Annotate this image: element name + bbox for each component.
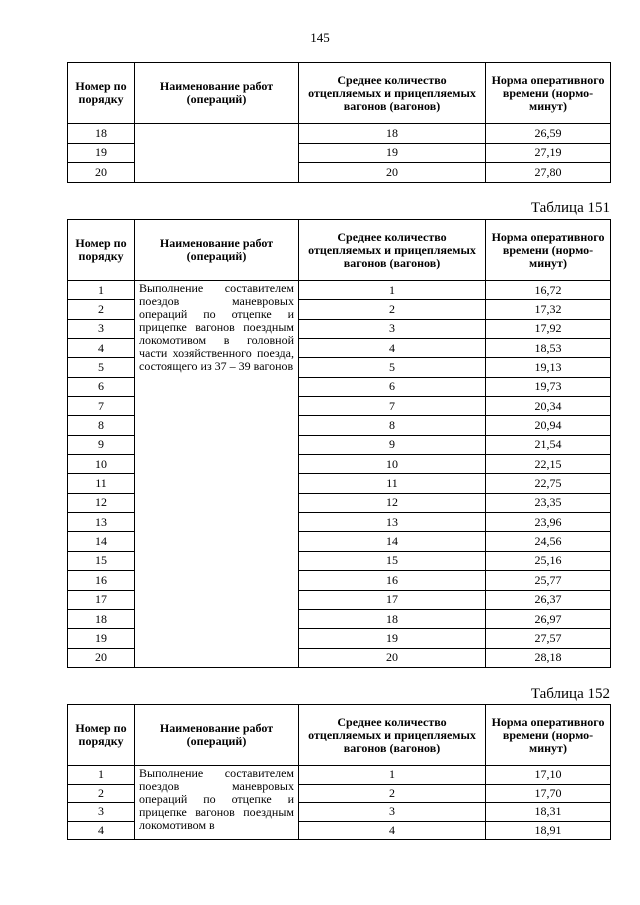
avg-wagons-value: 13	[299, 513, 486, 532]
row-number: 9	[68, 435, 135, 454]
avg-wagons-value: 20	[299, 163, 486, 183]
avg-wagons-value: 12	[299, 493, 486, 512]
row-number: 13	[68, 513, 135, 532]
row-number: 4	[68, 821, 135, 840]
avg-wagons-value: 1	[299, 281, 486, 300]
avg-wagons-value: 20	[299, 648, 486, 667]
avg-wagons-value: 6	[299, 377, 486, 396]
avg-wagons-value: 8	[299, 416, 486, 435]
header-avg-wagons: Среднее количество отцепляемых и прицепляемых вагонов (вагонов)	[299, 63, 486, 124]
header-number: Номер по порядку	[68, 220, 135, 281]
norm-time-value: 23,35	[486, 493, 611, 512]
table-row	[68, 124, 611, 144]
row-number: 18	[68, 609, 135, 628]
norm-time-value: 25,16	[486, 551, 611, 570]
norm-time-value: 17,92	[486, 319, 611, 338]
row-number: 10	[68, 455, 135, 474]
row-number: 5	[68, 358, 135, 377]
avg-wagons-value: 10	[299, 455, 486, 474]
avg-wagons-value: 2	[299, 784, 486, 803]
operation-description	[135, 124, 299, 183]
row-number: 4	[68, 339, 135, 358]
header-norm-time: Норма оперативного времени (нормо-минут)	[486, 63, 611, 124]
header-number: Номер по порядку	[68, 705, 135, 766]
row-number: 3	[68, 803, 135, 822]
norm-time-value: 19,13	[486, 358, 611, 377]
table-continuation	[67, 62, 611, 183]
operation-description: Выполнение составителем поездов маневровых операций по отцепке и прицепке вагонов поездным локомотивом в головной части хозяйственного поезда, состоящего из 37 – 39 вагонов	[135, 281, 299, 668]
norm-time-value: 28,18	[486, 648, 611, 667]
header-operation: Наименование работ (операций)	[135, 63, 299, 124]
header-avg-wagons: Среднее количество отцепляемых и прицепляемых вагонов (вагонов)	[299, 705, 486, 766]
avg-wagons-value: 14	[299, 532, 486, 551]
avg-wagons-value: 5	[299, 358, 486, 377]
avg-wagons-value: 16	[299, 571, 486, 590]
row-number: 17	[68, 590, 135, 609]
norm-time-value: 27,19	[486, 143, 611, 163]
table-152-caption: Таблица 152	[530, 686, 610, 702]
avg-wagons-value: 4	[299, 339, 486, 358]
avg-wagons-value: 2	[299, 300, 486, 319]
avg-wagons-value: 15	[299, 551, 486, 570]
row-number: 3	[68, 319, 135, 338]
norm-time-value: 24,56	[486, 532, 611, 551]
operation-description: Выполнение составителем поездов маневровых операций по отцепке и прицепке вагонов поездным локомотивом в	[135, 766, 299, 840]
avg-wagons-value: 18	[299, 609, 486, 628]
row-number: 14	[68, 532, 135, 551]
table-152	[67, 704, 611, 840]
avg-wagons-value: 19	[299, 143, 486, 163]
norm-time-value: 21,54	[486, 435, 611, 454]
norm-time-value: 26,37	[486, 590, 611, 609]
row-number: 20	[68, 163, 135, 183]
avg-wagons-value: 3	[299, 803, 486, 822]
row-number: 8	[68, 416, 135, 435]
row-number: 20	[68, 648, 135, 667]
norm-time-value: 27,57	[486, 629, 611, 648]
norm-time-value: 17,32	[486, 300, 611, 319]
table-151-caption: Таблица 151	[530, 200, 610, 216]
avg-wagons-value: 1	[299, 766, 486, 785]
header-avg-wagons: Среднее количество отцепляемых и прицепляемых вагонов (вагонов)	[299, 220, 486, 281]
norm-time-value: 20,94	[486, 416, 611, 435]
row-number: 15	[68, 551, 135, 570]
header-norm-time: Норма оперативного времени (нормо-минут)	[486, 705, 611, 766]
row-number: 2	[68, 300, 135, 319]
avg-wagons-value: 11	[299, 474, 486, 493]
header-norm-time: Норма оперативного времени (нормо-минут)	[486, 220, 611, 281]
avg-wagons-value: 19	[299, 629, 486, 648]
norm-time-value: 26,59	[486, 124, 611, 144]
avg-wagons-value: 3	[299, 319, 486, 338]
table-row	[68, 281, 611, 300]
avg-wagons-value: 7	[299, 397, 486, 416]
norm-time-value: 18,31	[486, 803, 611, 822]
norm-time-value: 25,77	[486, 571, 611, 590]
avg-wagons-value: 18	[299, 124, 486, 144]
norm-time-value: 26,97	[486, 609, 611, 628]
norm-time-value: 18,91	[486, 821, 611, 840]
norm-time-value: 22,15	[486, 455, 611, 474]
row-number: 16	[68, 571, 135, 590]
row-number: 7	[68, 397, 135, 416]
norm-time-value: 18,53	[486, 339, 611, 358]
header-number: Номер по порядку	[68, 63, 135, 124]
row-number: 2	[68, 784, 135, 803]
row-number: 19	[68, 143, 135, 163]
norm-time-value: 22,75	[486, 474, 611, 493]
row-number: 12	[68, 493, 135, 512]
row-number: 11	[68, 474, 135, 493]
avg-wagons-value: 17	[299, 590, 486, 609]
norm-time-value: 20,34	[486, 397, 611, 416]
row-number: 19	[68, 629, 135, 648]
page-number: 145	[310, 30, 330, 45]
table-151	[67, 219, 611, 668]
row-number: 1	[68, 281, 135, 300]
norm-time-value: 17,70	[486, 784, 611, 803]
row-number: 6	[68, 377, 135, 396]
norm-time-value: 23,96	[486, 513, 611, 532]
norm-time-value: 16,72	[486, 281, 611, 300]
row-number: 18	[68, 124, 135, 144]
norm-time-value: 17,10	[486, 766, 611, 785]
norm-time-value: 19,73	[486, 377, 611, 396]
header-operation: Наименование работ (операций)	[135, 705, 299, 766]
avg-wagons-value: 9	[299, 435, 486, 454]
header-operation: Наименование работ (операций)	[135, 220, 299, 281]
table-row	[68, 766, 611, 785]
avg-wagons-value: 4	[299, 821, 486, 840]
row-number: 1	[68, 766, 135, 785]
norm-time-value: 27,80	[486, 163, 611, 183]
